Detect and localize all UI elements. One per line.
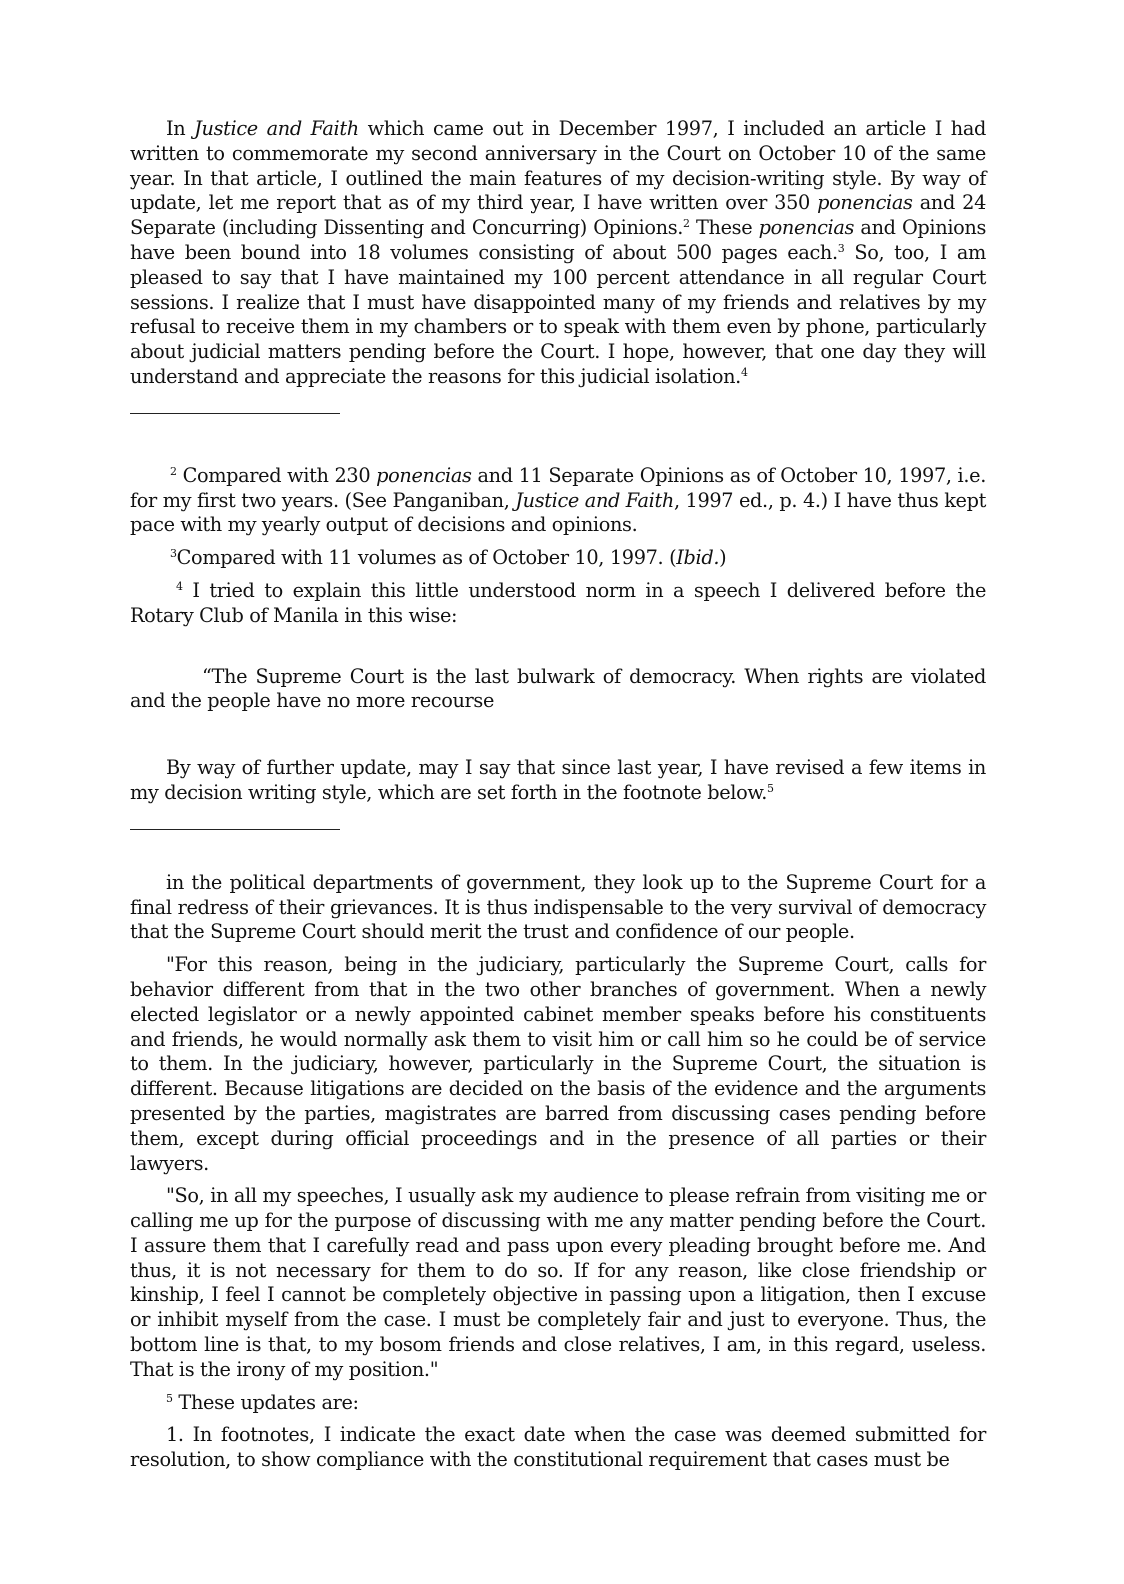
main-paragraph [130,117,986,390]
footnote-number: 4 [176,579,183,593]
spacer [130,1415,986,1423]
footnote-number: 2 [170,464,177,478]
footnote-number: 3 [170,547,177,561]
spacer [130,945,986,953]
spacer [130,1383,986,1391]
continued-quote-paragraph: "For this reason, being in the judiciary, particularly the Supreme Court, calls for behavior different from that in the two other branches of government. When a newly elected legislator or a newly appointed cabinet member speaks before his constituents and friends, he would normally ask them to visit him or call him so he could be of service to them. In the judiciary, however, particularly in the Supreme Court, the situation is different. Because litigations are decided on the basis of the evidence and the arguments presented by the parties, magistrates are barred from discussing cases pending before them, except during official proceedings and in the presence of all parties or their lawyers. [130,953,986,1175]
italic-title: Justice and Faith [194,117,359,140]
spacer [130,571,986,579]
italic-term: ponencias [817,191,913,215]
footnote-ref-3: 3 [837,241,845,255]
footnote-ref-4: 4 [740,365,748,379]
text-run: These updates are: [172,1390,359,1414]
text-run: and 11 Separate Opinions as of October 10, 1997, i.e. for my first two years. (See Panganiban, [130,463,986,512]
text-run: and 24 Separate (including Dissenting and Concurring) Opinions. [130,191,986,240]
footnote-3 [130,546,986,571]
footnote-ref-5: 5 [767,781,774,795]
footnote-5 [130,1391,986,1416]
document-page [130,117,986,1473]
text-run: which came out in December 1997, I included an article I had written to commemorate my second anniversary in the Court on October 10 of the same year. In that article, I outlined the main features of my decision-writing style. By way of update, let me report that as of my third year, I have written over 350 [130,117,986,215]
update-item-1: 1. In footnotes, I indicate the exact date when the case was deemed submitted for resolution, to show compliance with the constitutional requirement that cases must be [130,1423,986,1472]
footnote-number: 5 [166,1391,173,1405]
spacer [130,390,986,413]
spacer [130,714,986,756]
text-run: , 1997 ed., p. 4.) I have thus kept pace with my yearly output of decisions and opinions. [130,488,986,537]
spacer [130,1176,986,1184]
text-run: In [166,117,195,140]
text-run: By way of further update, may I say that since last year, I have revised a few items in my decision writing style, which are set forth in the footnote below. [130,756,986,804]
update-paragraph [130,756,986,806]
text-run: Compared with 230 [176,463,377,487]
text-run: and Opinions have been bound into 18 volumes consisting of about 500 pages each. [130,216,987,264]
text-run: ) [719,546,727,570]
continued-quote-paragraph: in the political departments of government, they look up to the Supreme Court for a final redress of their grievances. It is thus indispensable to the very survival of democracy that the Supreme Court should merit the trust and confidence of our people. [130,870,986,944]
text-run: These [689,216,759,240]
spacer [130,414,986,464]
text-run: I tried to explain this little understood norm in a speech I delivered before the Rotary Club of Manila in this wise: [130,578,986,627]
spacer [130,806,986,829]
italic-title: Justice and Faith [515,488,674,512]
footnote-ref-2: 2 [683,217,690,231]
text-run: Compared with 11 volumes as of October 10, 1997. ( [176,546,677,570]
spacer [130,830,986,871]
continued-quote-paragraph: "So, in all my speeches, I usually ask my audience to please refrain from visiting me or calling me up for the purpose of discussing with me any matter pending before the Court. I assure them that I carefully read and pass upon every pleading brought before me. And thus, it is not necessary for them to do so. If for any reason, like close friendship or kinship, I feel I cannot be completely objective in passing upon a litigation, then I excuse or inhibit myself from the case. I must be completely fair and just to everyone. Thus, the bottom line is that, to my bosom friends and close relatives, I am, in this regard, useless. That is the irony of my position." [130,1184,986,1381]
italic-term: Ibid. [676,546,720,570]
italic-term: ponencias [758,216,855,240]
footnote-2 [130,464,986,538]
spacer [130,538,986,546]
text-run: So, too, I am pleased to say that I have maintained my 100 percent attendance in all regular Court sessions. I realize that I must have disappointed many of my friends and relatives by my refusal to receive them in my chambers or to speak with them even by phone, particularly about judicial matters pending before the Court. I hope, however, that one day they will understand and appreciate the reasons for this judicial isolation. [130,240,986,388]
italic-term: ponencias [376,463,472,487]
footnote-4 [130,579,986,629]
spacer [130,629,986,665]
quote-start: “The Supreme Court is the last bulwark of democracy. When rights are violated and the people have no more recourse [130,664,986,713]
